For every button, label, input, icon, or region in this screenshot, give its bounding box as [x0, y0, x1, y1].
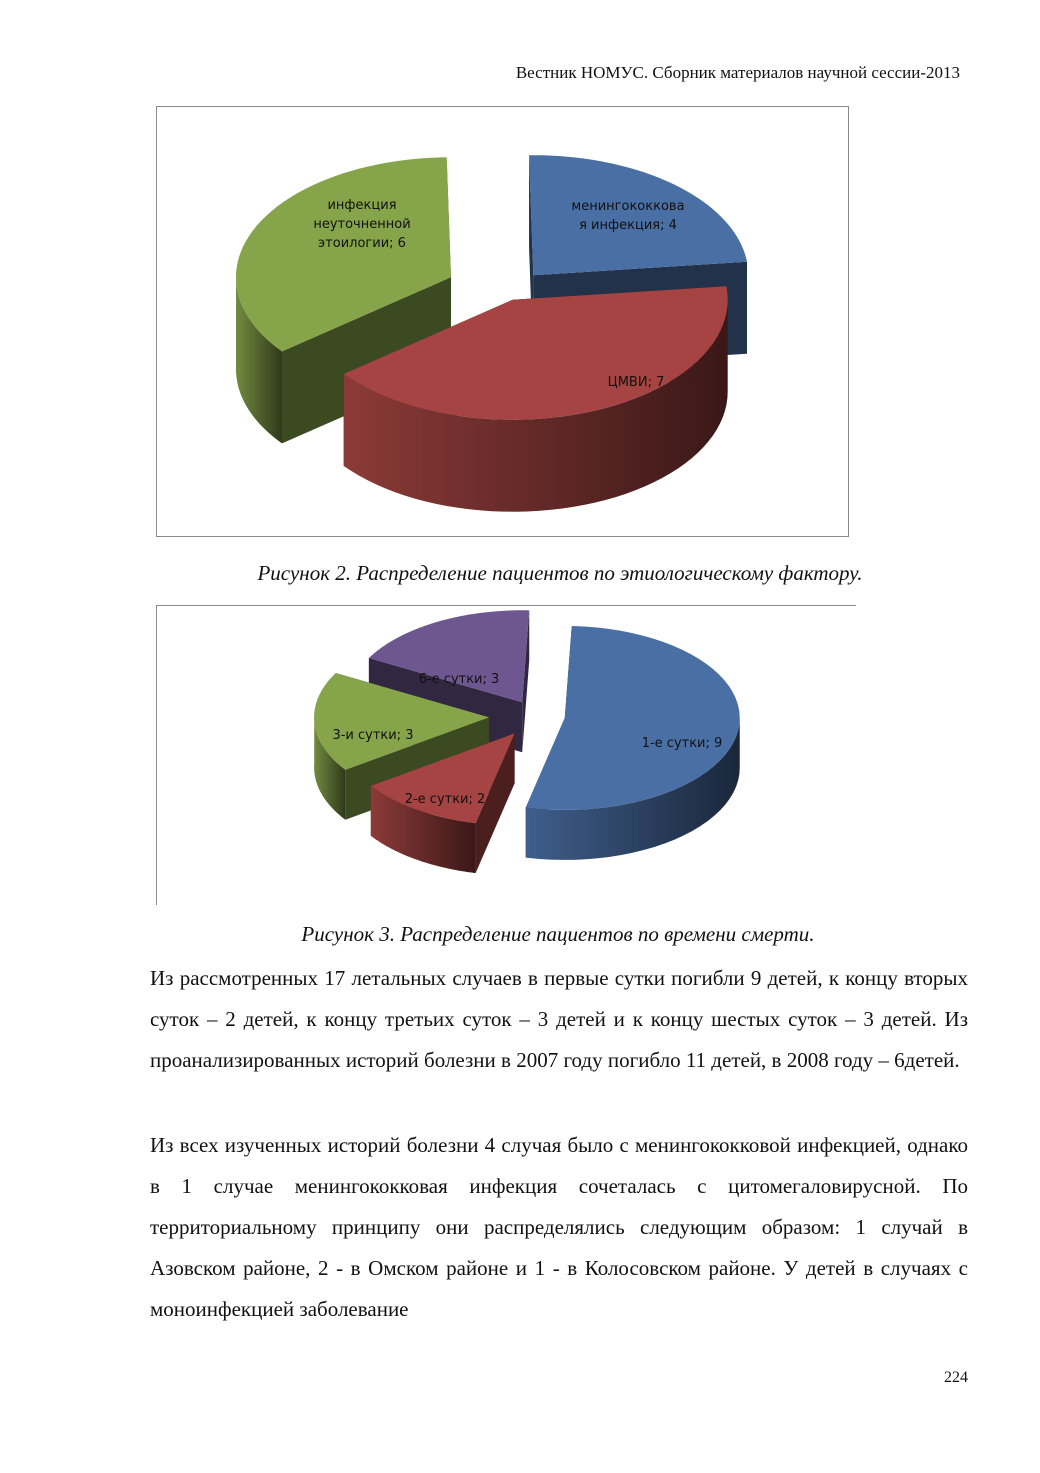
- figure-2-caption: Рисунок 2. Распределение пациентов по этиологическому фактору.: [257, 561, 863, 585]
- slice-top: [529, 155, 747, 275]
- pie-chart-time-of-death: [157, 606, 857, 906]
- paragraph-2: Из всех изученных историй болезни 4 случая было с менингококковой инфекцией, однако в 1 случае менингококковая инфекция сочеталась с цитомегаловирусной. По территориальному принципу они распределялись следующим образом: 1 случай в Азовском районе, 2 - в Омском районе и 1 - в Колосовском районе. У детей в случаях с моноинфекцией заболевание: [150, 1133, 968, 1321]
- pie-chart-etiology: [157, 107, 850, 538]
- data-label-3-и-сутки: 3-и сутки; 3: [332, 728, 414, 743]
- data-label-2-е-сутки: 2-е сутки; 2: [404, 792, 486, 807]
- page-number: 224: [944, 1369, 968, 1386]
- data-label-цмви: ЦМВИ; 7: [607, 375, 665, 390]
- running-header: Вестник НОМУС. Сборник материалов научной сессии-2013: [515, 63, 960, 82]
- paragraph-1: Из рассмотренных 17 летальных случаев в первые сутки погибли 9 детей, к концу вторых суток – 2 детей, к концу третьих суток – 3 детей и к концу шестых суток – 3 детей. Из проанализированных историй болезни в 2007 году погибло 11 детей, в 2008 году – 6детей.: [150, 966, 968, 1072]
- data-label-инфекция-неуточненной-этоилогии: инфекция неуточненной этоилогии; 6: [313, 198, 411, 251]
- data-label-1-е-сутки: 1-е сутки; 9: [641, 736, 723, 751]
- data-label-6-е-сутки: 6-е сутки; 3: [418, 672, 500, 687]
- figure-2-chart: [156, 106, 849, 537]
- figure-3-caption: Рисунок 3. Распределение пациентов по времени смерти.: [301, 922, 815, 946]
- data-label-менингококковая-инфекция: менингококкова я инфекция; 4: [571, 199, 685, 233]
- figure-3-chart: [156, 605, 856, 905]
